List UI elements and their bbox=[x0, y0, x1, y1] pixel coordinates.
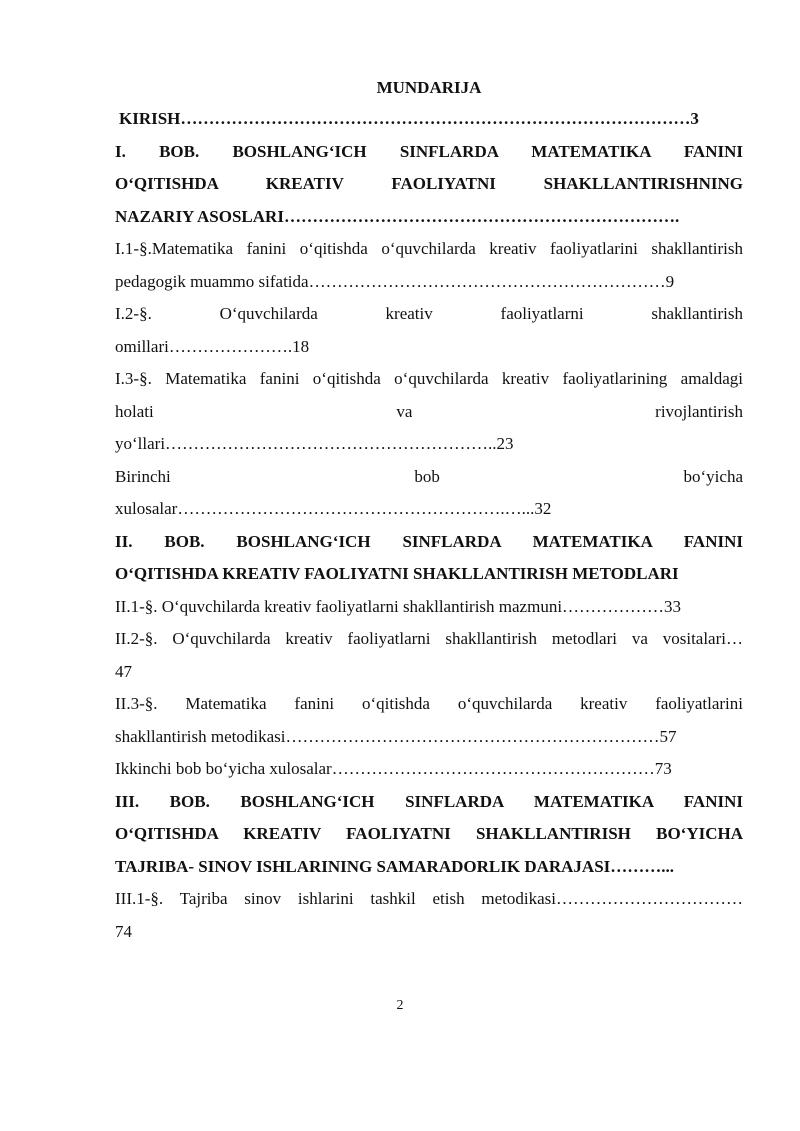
toc-section-3-1: 74 bbox=[115, 921, 132, 941]
page-title: MUNDARIJA bbox=[376, 78, 482, 97]
toc-chapter-1-conclusions: xulosalar………………………………………………….…...32 bbox=[115, 499, 552, 518]
toc-chapter-1-heading: O‘QITISHDA KREATIV FAOLIYATNI SHAKLLANTIRISHNING bbox=[115, 174, 743, 193]
toc-section-1-3: yo‘llari…………………………………………………..23 bbox=[115, 434, 514, 453]
toc-section-2-3: shakllantirish metodikasi…………………………………………………………57 bbox=[115, 726, 677, 746]
toc-chapter-3-heading: III. BOB. BOSHLANG‘ICH SINFLARDA MATEMATIKA FANINI bbox=[115, 791, 743, 811]
toc-chapter-1-conclusions: Birinchi bob bo‘yicha bbox=[115, 466, 743, 486]
toc-chapter-3-heading: TAJRIBA- SINOV ISHLARINING SAMARADORLIK DARAJASI………... bbox=[115, 856, 675, 876]
toc-section-2-2: II.2-§. O‘quvchilarda kreativ faoliyatlarni shakllantirish metodlari va vositalari… bbox=[115, 629, 743, 648]
toc-section-2-2: 47 bbox=[115, 661, 132, 681]
toc-section-1-1: pedagogik muammo sifatida………………………………………………………9 bbox=[115, 271, 675, 291]
toc-chapter-2-heading: II. BOB. BOSHLANG‘ICH SINFLARDA MATEMATIKA FANINI bbox=[115, 531, 743, 551]
toc-section-2-3: II.3-§. Matematika fanini o‘qitishda o‘quvchilarda kreativ faoliyatlarini bbox=[115, 694, 743, 713]
toc-section-1-1: I.1-§.Matematika fanini o‘qitishda o‘quvchilarda kreativ faoliyatlarini shakllantirish bbox=[115, 239, 743, 258]
toc-chapter-1-heading: I. BOB. BOSHLANG‘ICH SINFLARDA MATEMATIKA FANINI bbox=[115, 141, 743, 161]
toc-section-1-3: holati va rivojlantirish bbox=[115, 401, 743, 421]
toc-section-3-1: III.1-§. Tajriba sinov ishlarini tashkil etish metodikasi…………………………… bbox=[115, 889, 743, 908]
toc-entry-kirish: KIRISH………………………………………………………………………………3 bbox=[119, 109, 699, 128]
toc-chapter-3-heading: O‘QITISHDA KREATIV FAOLIYATNI SHAKLLANTIRISH BO‘YICHA bbox=[115, 824, 743, 843]
toc-section-1-2: omillari………………….18 bbox=[115, 336, 310, 356]
toc-section-1-2: I.2-§. O‘quvchilarda kreativ faoliyatlarni shakllantirish bbox=[115, 304, 743, 323]
page-number: 2 bbox=[396, 998, 404, 1013]
toc-section-1-3: I.3-§. Matematika fanini o‘qitishda o‘quvchilarda kreativ faoliyatlarining amaldagi bbox=[115, 369, 743, 388]
toc-chapter-2-conclusions: Ikkinchi bob bo‘yicha xulosalar…………………………………………………73 bbox=[115, 759, 672, 778]
toc-section-2-1: II.1-§. O‘quvchilarda kreativ faoliyatlarni shakllantirish mazmuni………………33 bbox=[115, 596, 682, 616]
table-of-contents bbox=[115, 72, 743, 948]
toc-chapter-2-heading: O‘QITISHDA KREATIV FAOLIYATNI SHAKLLANTIRISH METODLARI bbox=[115, 564, 679, 583]
toc-chapter-1-heading: NAZARIY ASOSLARI……………………………………………………………. bbox=[115, 206, 680, 226]
